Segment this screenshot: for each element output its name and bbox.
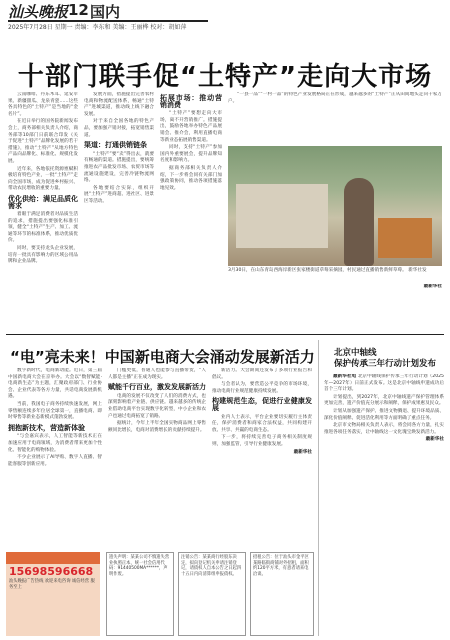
top-article-col1 — [8, 92, 78, 328]
advertisement — [6, 552, 100, 636]
paragraph: 与会者认为，要营造公平竞争的市场环境，推动电商行业规范健康持续发展。 — [212, 382, 312, 394]
paragraph: “一县一品”“一村一品”的特色产业发展格局正在形成，越来越多的“土特产”正从田间地头走向千家万户。 — [228, 92, 442, 104]
column-rule — [318, 340, 319, 636]
paragraph: 各地要结合实际，组织开展“土特产”进商超、进社区、进景区等活动。 — [84, 185, 154, 204]
classified-notice-3 — [250, 552, 314, 636]
subhead: 优化供给：满足品质化需求 — [8, 194, 78, 210]
byline: 最新华社 — [423, 284, 442, 289]
top-article-col5 — [228, 284, 442, 328]
top-article-col3 — [160, 92, 222, 328]
paragraph-text: 北京中轴线保护传承三年行动计划（2025年—2027年）日前正式发布。这是北京中轴线申遗成功后首个三年计划。 — [324, 374, 444, 393]
bottom-article-col2 — [108, 368, 206, 548]
paragraph: 计划从加强遗产保护、推进文物腾退、提升环境品质、深化价值阐释、促进活化利用等方面明确了重点任务。 — [324, 408, 444, 421]
paragraph: 据统计，今年上半年全国实物商品网上零售额同比增长，电商对消费增长的贡献持续提升。 — [108, 421, 206, 433]
subhead: 拥抱新技术，营造新体验 — [8, 423, 85, 432]
paragraph: 在近日举行的国务院新闻发布会上，商务部相关负责人介绍，商务部等10部门日前联合印发《关于促进“土特产”品牌化发展的若干措施》，推动“土特产”从地方特色产品向品牌化、标准化、规模化发展。 — [8, 119, 78, 164]
right-title-line: 北京中轴线 保护传承三年行动计划发布 — [334, 348, 437, 369]
right-article-body — [324, 374, 444, 636]
classified-notice-2 — [178, 552, 246, 636]
bottom-article-col3 — [212, 368, 312, 548]
paragraph: 当前，我国电子商务持续快速发展，网上零售额连续多年位居全球第一，直播电商、即时零售等新业态新模式蓬勃发展。 — [8, 401, 102, 421]
bottom-headline: “电”亮未来！中国新电商大会涌动发展新活力 — [10, 348, 315, 366]
byline: 最新华社 — [425, 437, 444, 443]
right-article-title — [334, 348, 436, 370]
subhead: 渠道：打通供销链条 — [84, 141, 147, 150]
paragraph: 着眼于满足消费者对品质生活的追求，措施提出要强化标准引领，健全“土特产”生产、加工、流通等环节的标准体系，推动优质优价。 — [8, 212, 78, 244]
section-name: 国内 — [90, 3, 121, 21]
subhead: 构建规范生态，促进行业健康发展 — [212, 397, 312, 412]
classified-notice-1 — [106, 552, 174, 636]
photo-shelf — [236, 184, 328, 248]
bottom-article-col1 — [8, 368, 102, 548]
byline: 最新华社 — [293, 449, 312, 455]
paragraph: 数字新时代，电商新动能。近日，第三届中国新电商大会在京举办。大会以“数智赋能·电商新生态”为主题，汇聚政府部门、行业协会、企业代表等各方力量，共话电商发展新机遇。 — [8, 368, 102, 400]
notice-text: 招租公告：位于汕头市金平区某路临街商铺对外招租，面积约120平方米，有意者请来电洽谈。 — [253, 555, 309, 577]
main-headline: 十部门联手促“土特产”走向大市场 — [17, 62, 433, 92]
paragraph: 近年来，各地依托资源禀赋积极培育特色产业，一批“土特产”走向全国市场，成为促进乡村振兴、带动农民增收的重要力量。 — [8, 166, 78, 192]
page-number: 12 — [68, 1, 89, 19]
paragraph: 同时，支持“土特产”参加国内外重要展会，提升品牌知名度和影响力。 — [160, 145, 222, 164]
paragraph: “土特产”要“卖”得出去，就要有畅通的渠道。措施提出，要统筹推进农产品批发市场、农贸市场等流通设施建设，完善冷链物流网络。 — [84, 151, 154, 184]
paragraph: “土特产”要想走向大市场，离不开营销推广。措施提出，鼓励各地举办特色产品展销会、推介会，利用直播电商等新业态拓展销售渠道。 — [160, 111, 222, 143]
paragraph: 新活力。大会期间还发布了多项行业报告和倡议。 — [212, 368, 312, 380]
subhead: 赋能千行百业，激发发展新活力 — [108, 383, 206, 392]
top-article-col4 — [228, 92, 442, 144]
paragraph: 发展方面，措施提出完善农村电商和物流配送体系，畅通“土特产”进城渠道，推动线上线下融合发展。 — [84, 92, 154, 117]
notice-text: 注销公告：某某商行经股东决定，拟向登记机关申请注销登记，请债权人自本公告之日起四十五日内向清算组申报债权。 — [181, 555, 242, 577]
dateline: 最新华社电 — [333, 374, 357, 379]
news-photo — [228, 146, 442, 266]
paragraph: 门槛更低，普通人也能参与直播带货，“人人都是主播”正在成为现实。 — [108, 368, 206, 380]
ad-text: 汕头晚报广告热线 欢迎来电咨询 诚信经营 服务至上 — [9, 579, 95, 590]
photo-caption: 3月30日，在山东青岛西海岸新区张家楼街道草莓采摘园，村民通过直播销售新鲜草莓。 新华社发 — [228, 268, 427, 273]
paragraph: 不少企业展示了AI导购、数字人直播、智能客服等创新应用。 — [8, 455, 102, 467]
paragraph: 下一步，将持续完善电子商务相关制度规则，加强监管，引导行业健康发展。 — [212, 435, 312, 447]
paragraph — [324, 374, 444, 394]
photo-person — [344, 178, 374, 266]
section-divider — [6, 334, 444, 335]
paragraph: 北京市文物局相关负责人表示，将会同各方力量，扎实推进各项任务落实，让中轴线这一文化瑰宝焕发新活力。 — [324, 423, 444, 435]
newspaper-logo: 汕头晚报 — [8, 3, 69, 21]
paragraph: 业内人士表示，平台企业要切实履行主体责任，保护消费者和商家合法权益，共同构建开放、共享、共赢的电商生态。 — [212, 414, 312, 433]
masthead — [0, 0, 450, 31]
photo-crate — [378, 218, 432, 258]
paragraph: “与会嘉宾表示，人工智能等新技术正在加速应用于电商领域，为消费者带来更加个性化、智能化的购物体验。 — [8, 434, 102, 453]
masthead-meta: 2025年7月28日 星期一 责编：李东和 美编：王丽桦 校对：胡如萍 — [8, 24, 187, 31]
notice-text: 遗失声明：某某公司不慎遗失营业执照正本，统一社会信用代码：91440500MA******，声明作废。 — [109, 555, 170, 577]
paragraph: 云南咖啡、丹东木耳、延安苹果、新疆甜瓜、龙泉青瓷……这些各具特色的“土特产”是当地的“金名片”。 — [8, 92, 78, 117]
paragraph: 据商务部相关负责人介绍，下一步将会同有关部门加强政策协同，推动各项措施落地见效。 — [160, 165, 222, 191]
ad-phone-number: 15698596668 — [9, 565, 94, 578]
paragraph: 计划提出，到2027年，北京中轴线遗产保护管理体系更加完善，遗产价值充分展示和阐释，保护成果惠及民众。 — [324, 394, 444, 407]
subhead: 拓展市场：推动营销消费 — [160, 94, 222, 109]
ad-banner — [6, 552, 100, 564]
paragraph: 电商的发展不仅改变了人们的消费方式，也深刻影响着产业链、供应链。越来越多的传统企业借助电商平台实现数字化转型，中小企业和农户也通过电商拓宽了销路。 — [108, 393, 206, 419]
top-article-col2 — [84, 92, 154, 328]
paragraph: 对于来自全国各地的特色产品，要加强产销对接，拓宽销售渠道。 — [84, 119, 154, 138]
paragraph: 同时，要支持龙头企业发展，培育一批具有影响力的区域公用品牌和企业品牌。 — [8, 246, 78, 265]
